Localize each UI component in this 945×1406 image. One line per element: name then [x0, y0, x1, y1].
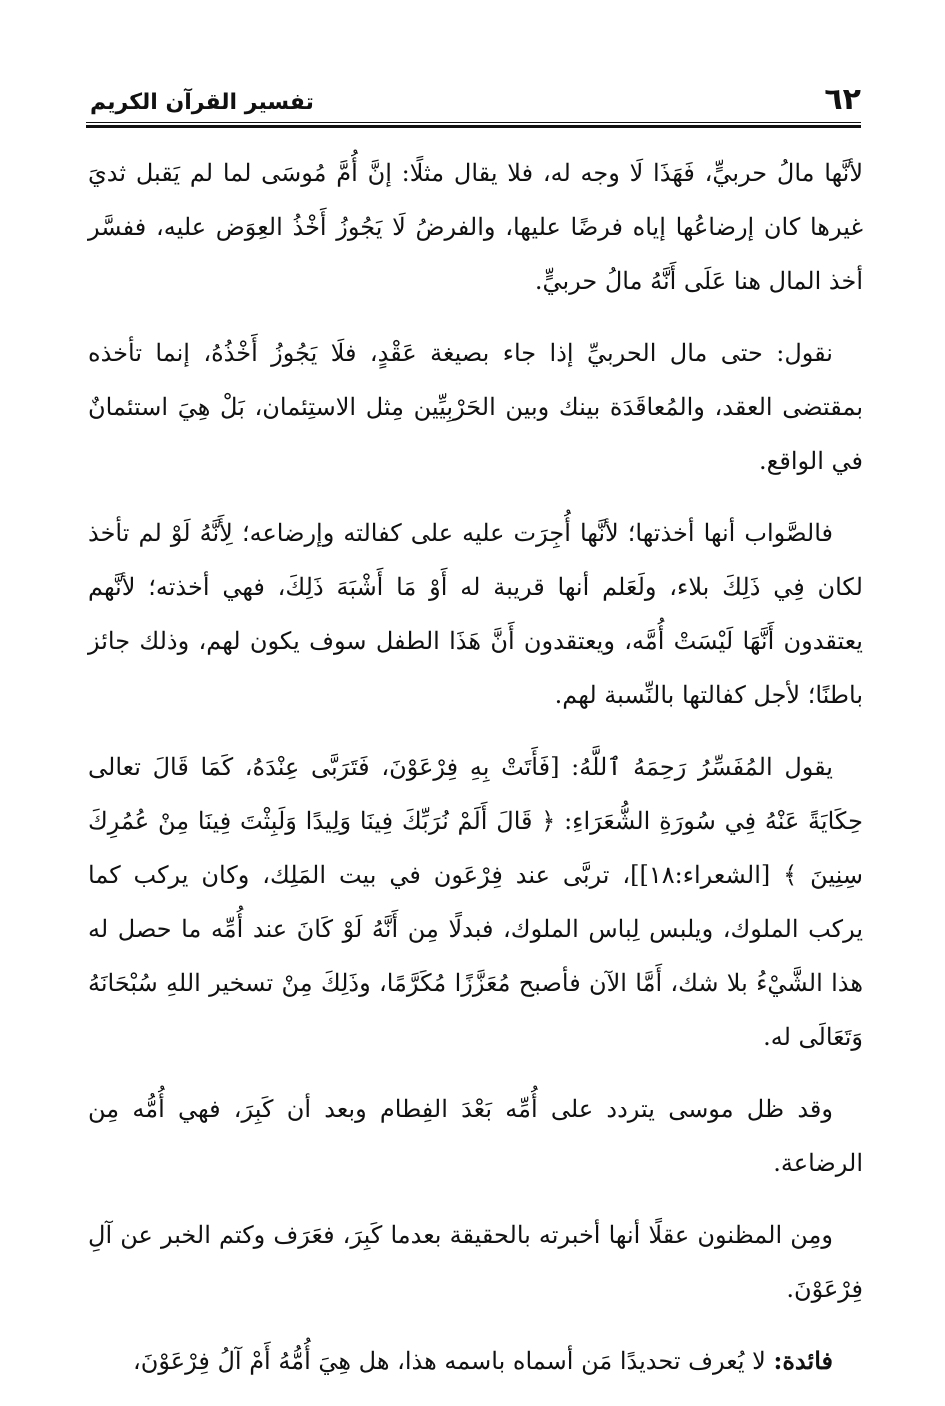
- paragraph-text: لا يُعرف تحديدًا مَن أسماه باسمه هذا، هل هِيَ أُمُّهُ أَمْ آلُ فِرْعَوْنَ،: [133, 1347, 766, 1375]
- paragraph-quote: [88, 740, 863, 1064]
- paragraph: [88, 506, 863, 722]
- header-rule-thin: [86, 122, 861, 123]
- page-number: ٦٢: [824, 82, 861, 117]
- paragraph: [88, 146, 863, 308]
- benefit-label: فائدة:: [773, 1346, 833, 1375]
- paragraph: [88, 1208, 863, 1316]
- paragraph-text: ومِن المظنون عقلًا أنها أخبرته بالحقيقة بعدما كَبِرَ، فعَرَف وكتم الخبر عن آلِ فِرْعَوْنَ.: [88, 1221, 863, 1303]
- paragraph: [88, 326, 863, 488]
- paragraph: [88, 1082, 863, 1190]
- running-title: تفسير القرآن الكريم: [90, 90, 314, 115]
- page-header: [86, 76, 861, 128]
- header-rule: [86, 125, 861, 128]
- paragraph-text: وقد ظل موسى يتردد على أُمِّه بَعْدَ الفِطام وبعد أن كَبِرَ، فهي أُمُّه مِن الرضاعة.: [88, 1095, 863, 1177]
- paragraph-text: فالصَّواب أنها أخذتها؛ لأنَّها أُجِرَت عليه على كفالته وإرضاعه؛ لِأَنَّهُ لَوْ لم تأخذ لكان فِي ذَلِكَ بلاء، ولَعَلم أنها قريبة له أَوْ مَا أَشْبَهَ ذَلِكَ، فهي أخذته؛ لأنَّهم يعتقدون أَنَّهَا لَيْسَتْ أُمَّه، ويعتقدون أَنَّ هَذَا الطفل سوف يكون لهم، وذلك جائز باطنًا؛ لأجل كفالتها بالنِّسبة لهم.: [88, 519, 863, 709]
- paragraph-text: لأنَّها مالُ حربيٍّ، فَهَذَا لَا وجه له، فلا يقال مثلًا: إنَّ أُمَّ مُوسَى لما لم يَقبل ثديَ غيرها كان إرضاعُها إياه فرضًا عليها، والفرضُ لَا يَجُوزُ أَخْذُ العِوَض عليه، ففسَّر أخذ المال هنا عَلَى أَنَّهُ مالُ حربيٍّ.: [88, 159, 863, 295]
- paragraph-text: يقول المُفَسِّرُ رَحِمَهُ ٱللَّهُ: [فَأَتَتْ بِهِ فِرْعَوْنَ، فَتَرَبَّى عِنْدَهُ، كَمَا قَالَ تعالى حِكَايَةً عَنْهُ فِي سُورَةِ الشُّعَرَاءِ: ﴿ قَالَ أَلَمْ نُرَبِّكَ فِينَا وَلِيدًا وَلَبِثْتَ فِينَا مِنْ عُمُرِكَ سِنِينَ ﴾ [الشعراء:١٨]]، تربَّى عند فِرْعَون في بيت المَلِك، وكان يركب كما يركب الملوك، ويلبس لِباس الملوك، فبدلًا مِن أَنَّهُ لَوْ كَانَ عند أُمِّه ما حصل له هذا الشَّيْءُ بلا شك، أَمَّا الآن فأصبح مُعَزَّزًا مُكَرَّمًا، وذَلِكَ مِنْ تسخير اللهِ سُبْحَانَهُ وَتَعَالَى له.: [88, 753, 863, 1051]
- page-body: [88, 146, 863, 1406]
- paragraph-text: نقول: حتى مال الحربيِّ إذا جاء بصيغة عَقْدٍ، فلَا يَجُوزُ أَخْذُهُ، إنما تأخذه بمقتضى العقد، والمُعاقَدَة بينك وبين الحَرْبِيِّين مِثل الاستِئمان، بَلْ هِيَ استئمانٌ في الواقع.: [88, 339, 863, 475]
- paragraph-benefit: [88, 1334, 863, 1388]
